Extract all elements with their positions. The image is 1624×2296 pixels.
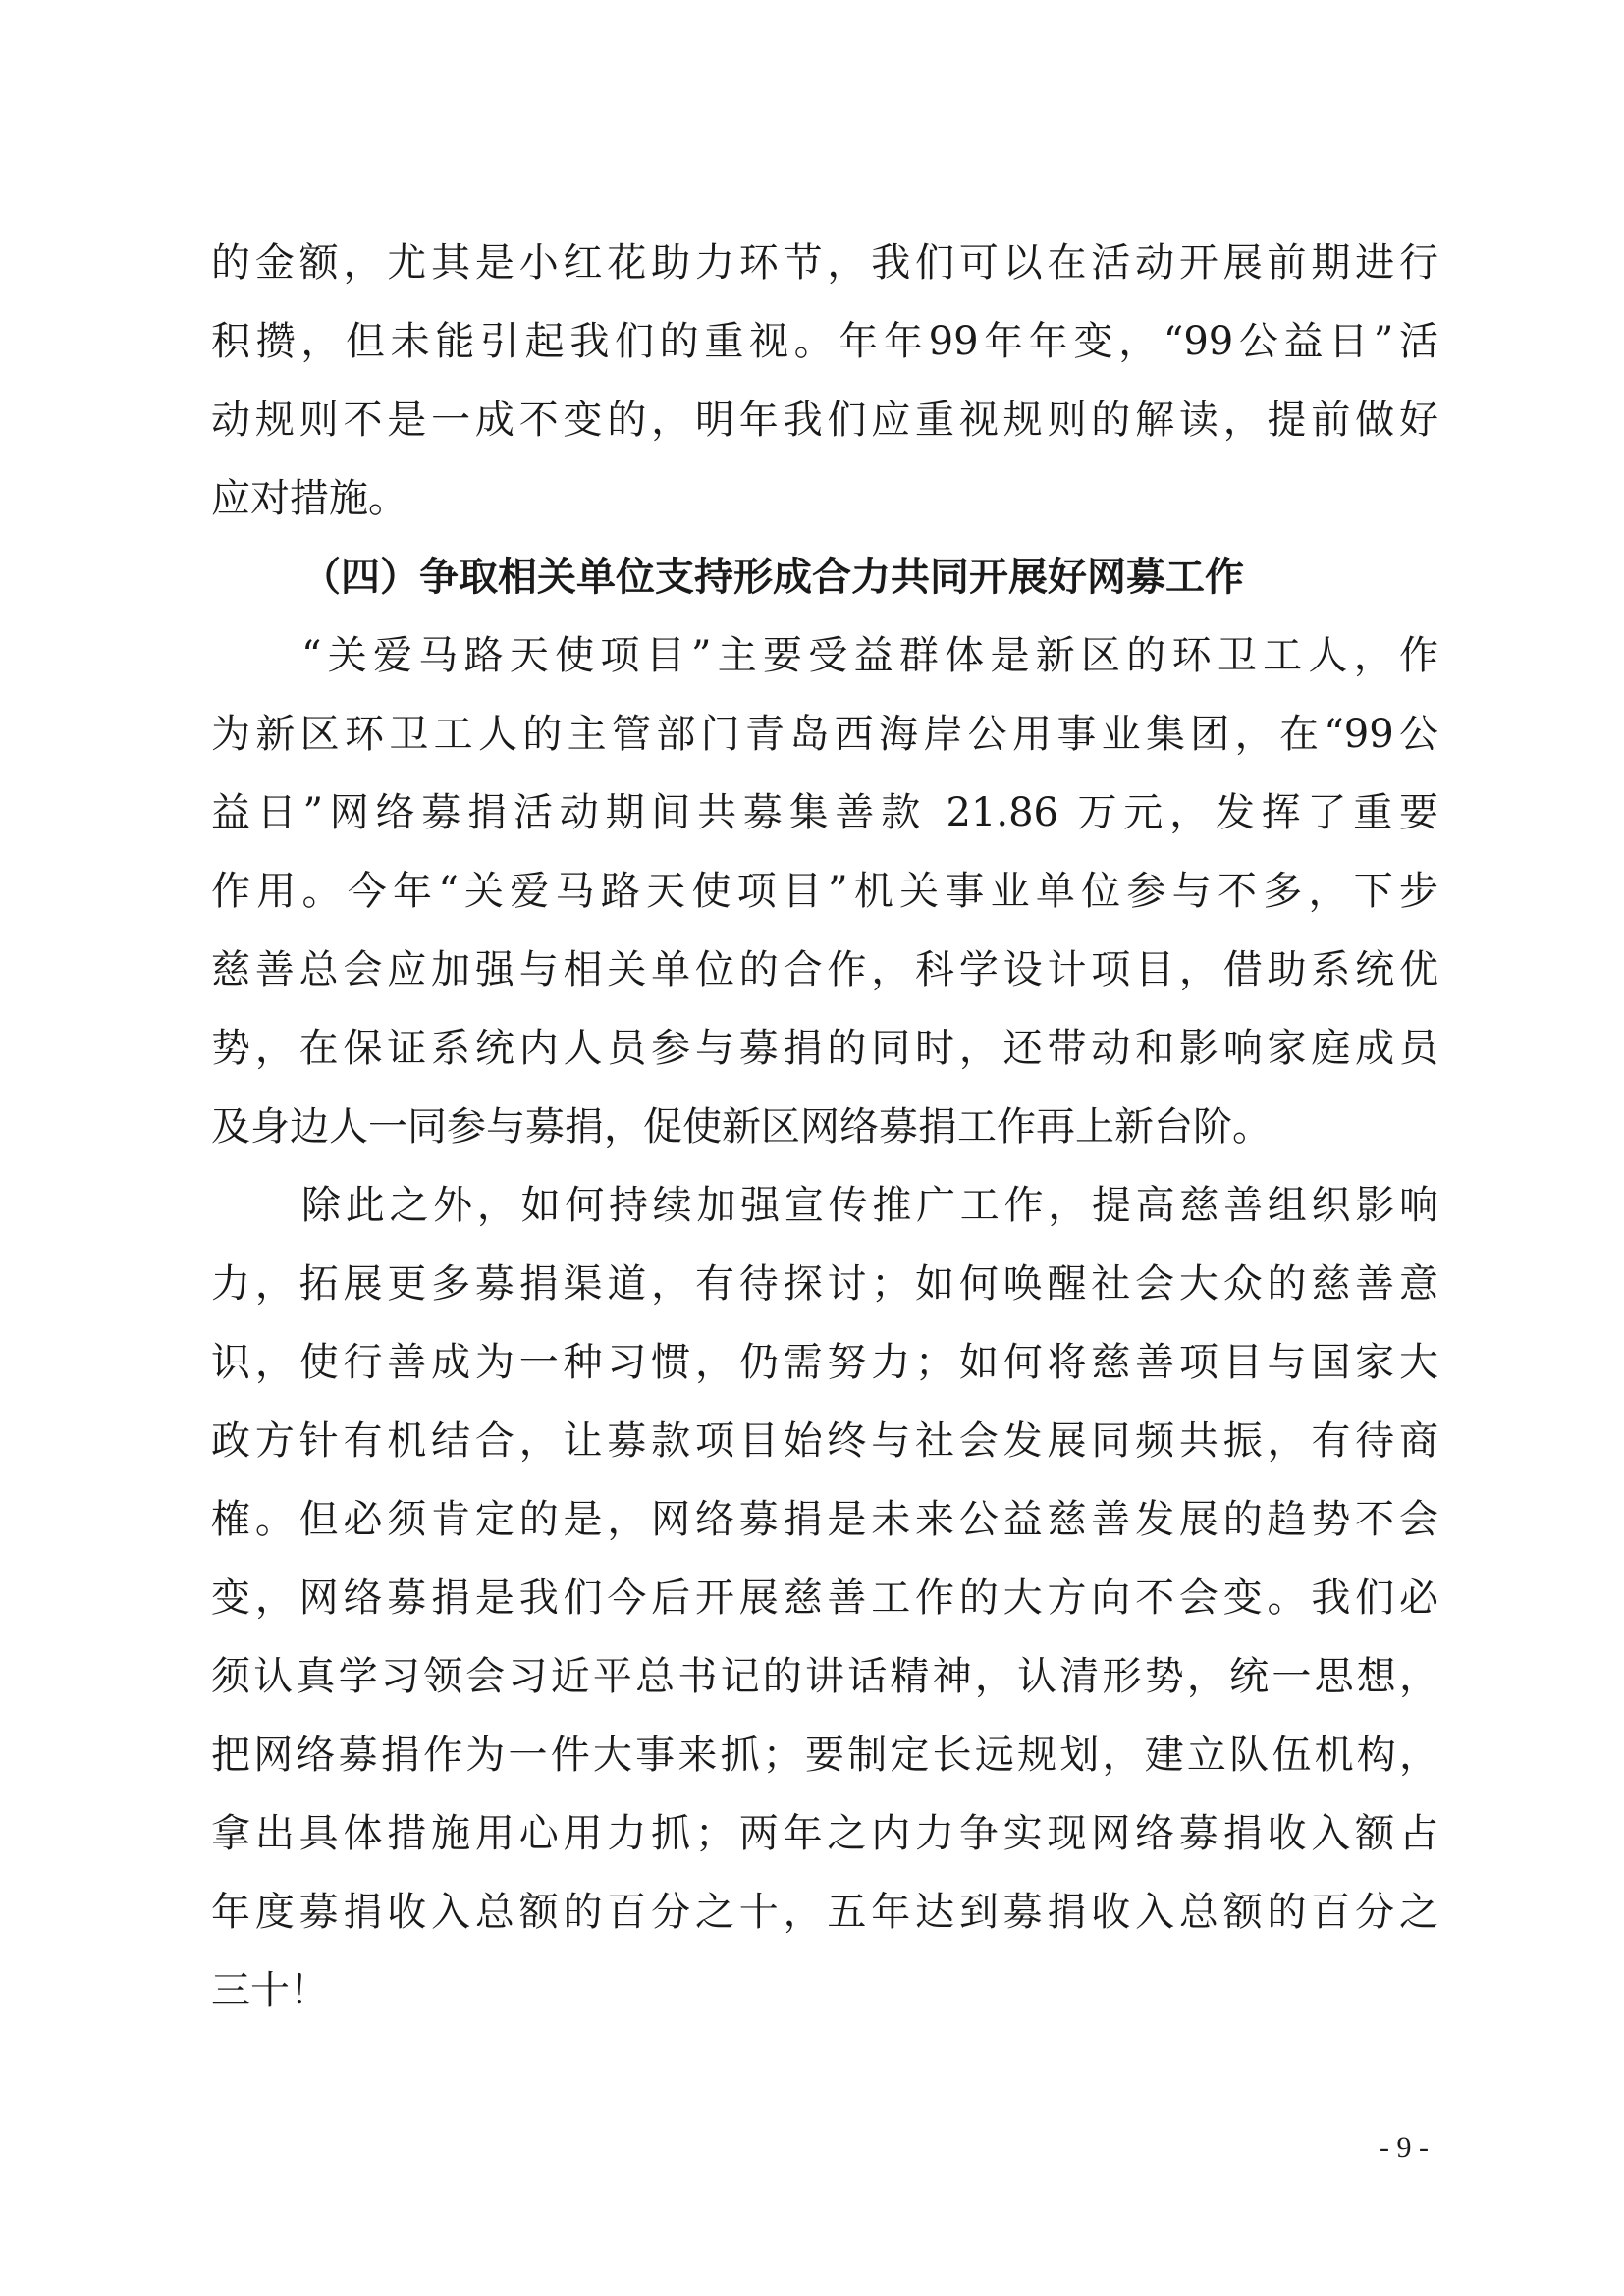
text-line: 须认真学习领会习近平总书记的讲话精神，认清形势，统一思想， — [211, 1654, 1438, 1699]
text-line: 识，使行善成为一种习惯，仍需努力；如何将慈善项目与国家大 — [211, 1340, 1438, 1385]
text-line: “关爱马路天使项目”主要受益群体是新区的环卫工人，作 — [301, 633, 1438, 678]
text-line: 年度募捐收入总额的百分之十，五年达到募捐收入总额的百分之 — [211, 1890, 1438, 1935]
text-line: 益日”网络募捐活动期间共募集善款 21.86 万元，发挥了重要 — [211, 790, 1438, 835]
text-line: 应对措施。 — [211, 476, 407, 521]
text-line: 榷。但必须肯定的是，网络募捐是未来公益慈善发展的趋势不会 — [211, 1497, 1438, 1542]
section-heading: （四）争取相关单位支持形成合力共同开展好网募工作 — [301, 554, 1244, 600]
text-line: 慈善总会应加强与相关单位的合作，科学设计项目，借助系统优 — [211, 947, 1438, 992]
text-line: 的金额，尤其是小红花助力环节，我们可以在活动开展前期进行 — [211, 240, 1438, 286]
text-line: 动规则不是一成不变的，明年我们应重视规则的解读，提前做好 — [211, 398, 1438, 443]
text-line: 把网络募捐作为一件大事来抓；要制定长远规划，建立队伍机构， — [211, 1733, 1438, 1778]
document-body — [211, 224, 1438, 2030]
text-line: 力，拓展更多募捐渠道，有待探讨；如何唤醒社会大众的慈善意 — [211, 1261, 1438, 1307]
text-line: 及身边人一同参与募捐，促使新区网络募捐工作再上新台阶。 — [211, 1104, 1272, 1149]
text-line: 作用。今年“关爱马路天使项目”机关事业单位参与不多，下步 — [211, 869, 1438, 914]
text-line: 变，网络募捐是我们今后开展慈善工作的大方向不会变。我们必 — [211, 1575, 1438, 1621]
text-line: 政方针有机结合，让募款项目始终与社会发展同频共振，有待商 — [211, 1418, 1438, 1464]
text-line: 势，在保证系统内人员参与募捐的同时，还带动和影响家庭成员 — [211, 1026, 1438, 1071]
text-line: 为新区环卫工人的主管部门青岛西海岸公用事业集团，在“99公 — [211, 712, 1438, 757]
text-line: 积攒，但未能引起我们的重视。年年99年年变，“99公益日”活 — [211, 319, 1438, 364]
text-line: 除此之外，如何持续加强宣传推广工作，提高慈善组织影响 — [301, 1183, 1438, 1228]
page-number: - 9 - — [1380, 2131, 1429, 2163]
text-line: 拿出具体措施用心用力抓；两年之内力争实现网络募捐收入额占 — [211, 1811, 1438, 1856]
text-line: 三十！ — [211, 1968, 329, 2013]
